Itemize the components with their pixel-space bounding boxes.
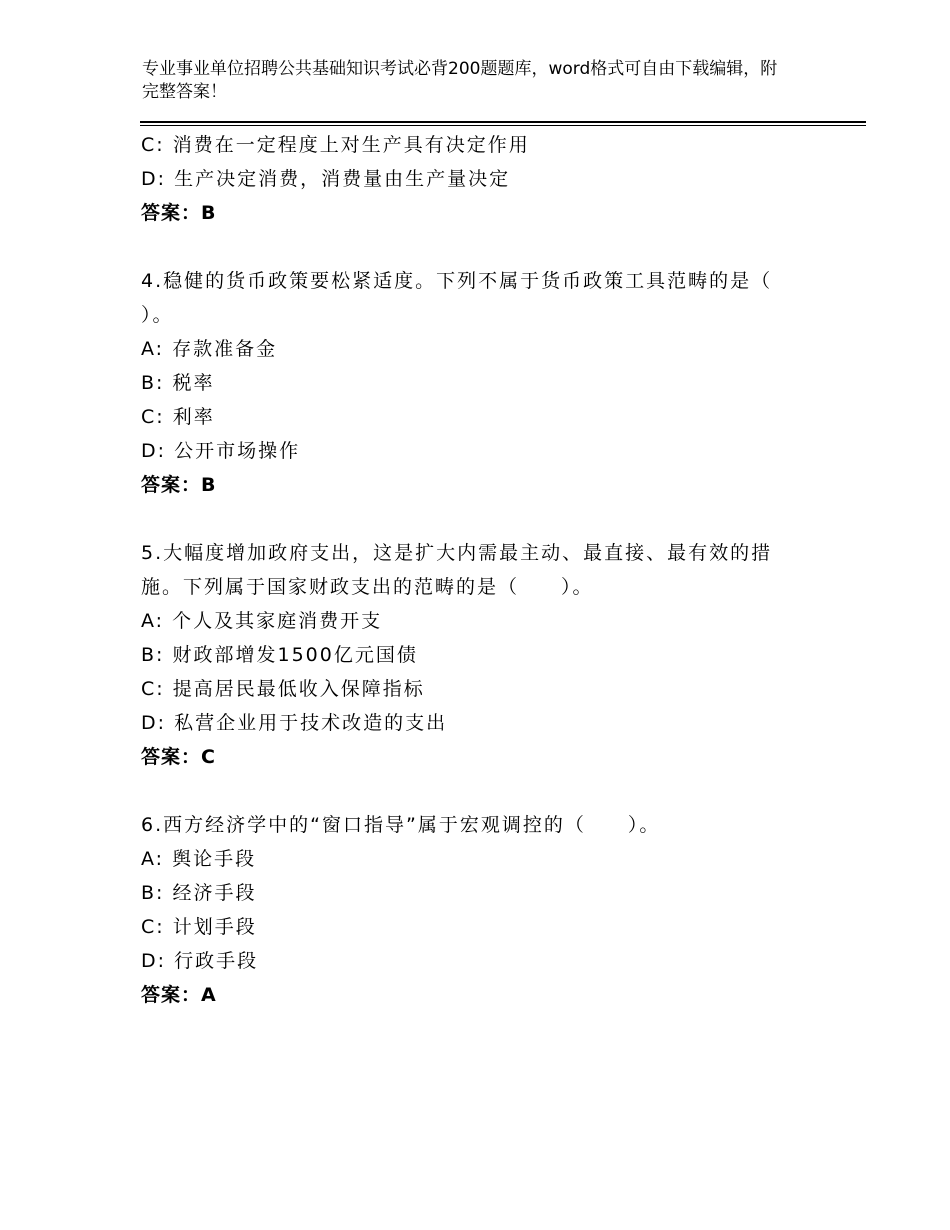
option-d: D: 私营企业用于技术改造的支出 [141, 712, 448, 734]
question-list [141, 128, 831, 1012]
header-divider-thick [140, 121, 866, 123]
option-c: C: 消费在一定程度上对生产具有决定作用 [141, 134, 530, 156]
option-a: A: 存款准备金 [141, 338, 278, 360]
option-b: B: 税率 [141, 372, 215, 394]
question-stem: 5.大幅度增加政府支出，这是扩大内需最主动、最直接、最有效的措施。下列属于国家财政支出的范畴的是（ ）。 [141, 542, 773, 598]
option-b: B: 财政部增发1500亿元国债 [141, 644, 418, 666]
option-a: A: 舆论手段 [141, 848, 257, 870]
question-5 [141, 536, 831, 774]
option-d: D: 生产决定消费，消费量由生产量决定 [141, 168, 511, 190]
answer-label: 答案：B [141, 474, 217, 496]
question-stem: 4.稳健的货币政策要松紧适度。下列不属于货币政策工具范畴的是（ ）。 [141, 270, 773, 326]
option-c: C: 计划手段 [141, 916, 257, 938]
answer-label: 答案：C [141, 746, 216, 768]
option-b: B: 经济手段 [141, 882, 257, 904]
option-c: C: 提高居民最低收入保障指标 [141, 678, 425, 700]
page-header: 专业事业单位招聘公共基础知识考试必背200题题库，word格式可自由下载编辑，附完整答案！ [142, 59, 778, 102]
answer-label: 答案：A [141, 984, 217, 1006]
option-a: A: 个人及其家庭消费开支 [141, 610, 383, 632]
question-6 [141, 808, 831, 1012]
option-d: D: 行政手段 [141, 950, 259, 972]
header-divider-thin [140, 125, 866, 126]
answer-label: 答案：B [141, 202, 217, 224]
option-d: D: 公开市场操作 [141, 440, 301, 462]
question-stem: 6.西方经济学中的“窗口指导”属于宏观调控的（ ）。 [141, 814, 661, 836]
option-c: C: 利率 [141, 406, 215, 428]
question-3-tail [141, 128, 831, 230]
question-4 [141, 264, 831, 502]
